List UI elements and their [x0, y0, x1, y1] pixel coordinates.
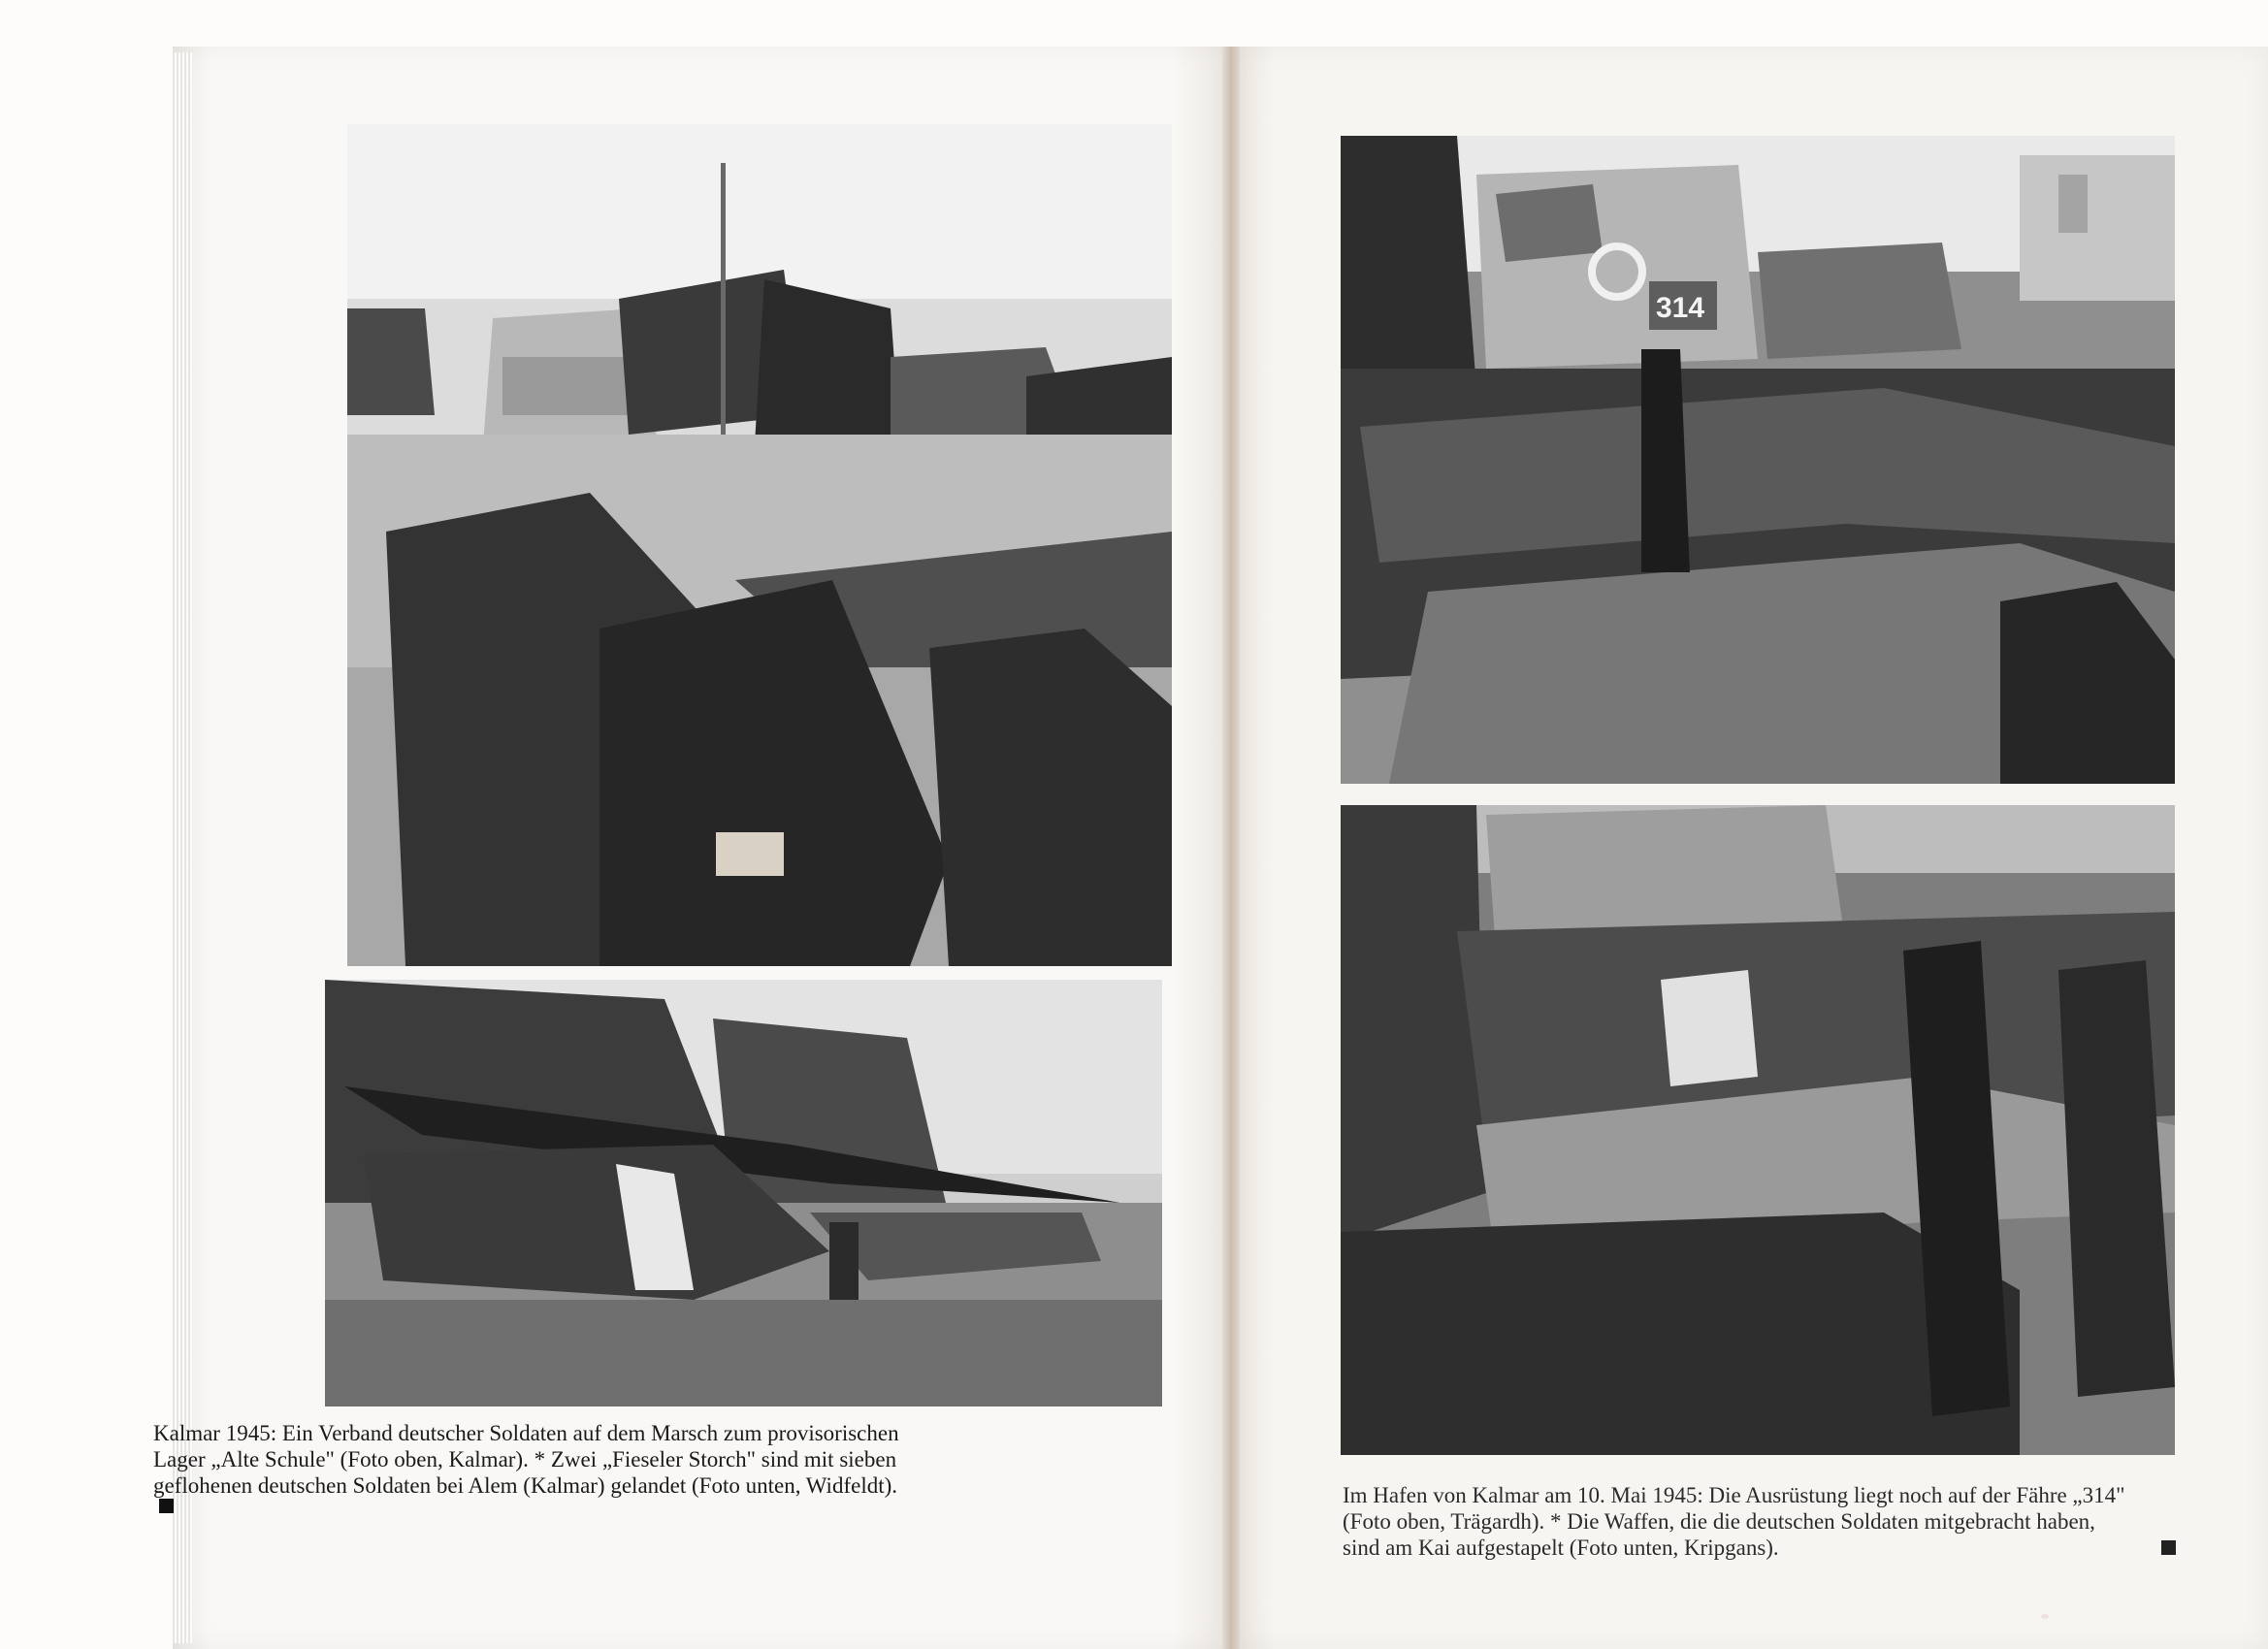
photo-soldiers-marching	[347, 124, 1172, 966]
end-of-article-mark-right	[2161, 1540, 2176, 1555]
caption-right-line-3: sind am Kai aufgestapelt (Foto unten, Kripgans).	[1343, 1536, 1779, 1560]
photo-fieseler-storch-graphic	[325, 980, 1162, 1406]
photo-weapons-quay-graphic	[1341, 805, 2175, 1455]
ferry-number-label: 314	[1656, 292, 1705, 324]
caption-left	[153, 1420, 1159, 1513]
photo-ferry-314-graphic	[1341, 136, 2175, 784]
photo-fieseler-storch	[325, 980, 1162, 1406]
book-gutter	[1222, 47, 1240, 1649]
caption-left-line-2: Lager „Alte Schule" (Foto oben, Kalmar). * Zwei „Fieseler Storch" sind mit sieben	[153, 1447, 897, 1471]
caption-left-line-1: Kalmar 1945: Ein Verband deutscher Soldaten auf dem Marsch zum provisorischen	[153, 1421, 899, 1445]
photo-weapons-quay	[1341, 805, 2175, 1455]
page-smudge	[2041, 1614, 2049, 1619]
caption-right-line-1: Im Hafen von Kalmar am 10. Mai 1945: Die Ausrüstung liegt noch auf der Fähre „314"	[1343, 1483, 2125, 1507]
page-edges	[173, 52, 192, 1643]
photo-ferry-314	[1341, 136, 2175, 784]
photo-soldiers-marching-graphic	[347, 124, 1172, 966]
end-of-article-mark	[159, 1499, 174, 1513]
caption-right-line-2: (Foto oben, Trägardh). * Die Waffen, die die deutschen Soldaten mitgebracht haben,	[1343, 1509, 2095, 1534]
caption-right	[1343, 1482, 2177, 1561]
caption-left-line-3	[153, 1472, 1159, 1513]
caption-left-line-3-text: geflohenen deutschen Soldaten bei Alem (Kalmar) gelandet (Foto unten, Widfeldt).	[153, 1473, 898, 1498]
